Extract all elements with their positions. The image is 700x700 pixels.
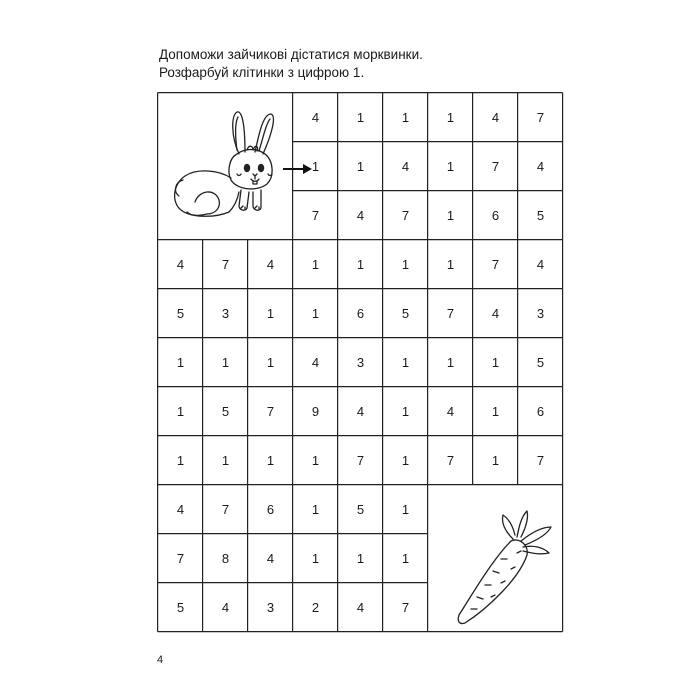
grid-cell[interactable]: 7 — [311, 208, 320, 223]
grid-cell[interactable]: 4 — [356, 600, 365, 615]
grid-cell[interactable]: 1 — [176, 453, 185, 468]
grid-cell[interactable]: 1 — [446, 208, 455, 223]
grid-cell[interactable]: 1 — [356, 110, 365, 125]
grid-cell[interactable]: 1 — [266, 355, 275, 370]
grid-cell[interactable]: 7 — [446, 453, 455, 468]
grid-cell[interactable]: 7 — [176, 551, 185, 566]
grid-cell[interactable]: 7 — [401, 208, 410, 223]
grid-cell[interactable]: 8 — [221, 551, 230, 566]
grid-cell[interactable]: 1 — [401, 110, 410, 125]
grid-cell[interactable]: 4 — [356, 404, 365, 419]
grid-cell[interactable]: 9 — [311, 404, 320, 419]
grid-cell[interactable]: 7 — [221, 502, 230, 517]
grid-cell[interactable]: 4 — [311, 110, 320, 125]
grid-cell[interactable]: 1 — [446, 110, 455, 125]
instructions — [159, 46, 579, 82]
grid-cell[interactable]: 1 — [221, 453, 230, 468]
rabbit-icon — [167, 106, 292, 226]
grid-cell[interactable]: 1 — [311, 551, 320, 566]
grid-cell[interactable]: 4 — [401, 159, 410, 174]
grid-cell[interactable]: 4 — [356, 208, 365, 223]
page-number: 4 — [157, 654, 164, 666]
grid-cell[interactable]: 1 — [491, 355, 500, 370]
grid-cell[interactable]: 1 — [311, 306, 320, 321]
grid-cell[interactable]: 7 — [266, 404, 275, 419]
grid-cell[interactable]: 2 — [311, 600, 320, 615]
grid-cell[interactable]: 3 — [221, 306, 230, 321]
grid-cell[interactable]: 1 — [311, 453, 320, 468]
grid-cell[interactable]: 4 — [536, 159, 545, 174]
grid-cell[interactable]: 6 — [356, 306, 365, 321]
grid-cell[interactable]: 7 — [446, 306, 455, 321]
grid-cell[interactable]: 4 — [446, 404, 455, 419]
grid-cell[interactable]: 7 — [536, 110, 545, 125]
grid-cell[interactable]: 4 — [221, 600, 230, 615]
grid-cell[interactable]: 3 — [356, 355, 365, 370]
number-maze — [157, 92, 564, 637]
grid-cell[interactable]: 1 — [401, 404, 410, 419]
grid-cell[interactable]: 7 — [221, 257, 230, 272]
grid-cell[interactable]: 4 — [176, 257, 185, 272]
instruction-line-2: Розфарбуй клітинки з цифрою 1. — [159, 65, 365, 80]
grid-cell[interactable]: 1 — [446, 257, 455, 272]
grid-cell[interactable]: 1 — [401, 502, 410, 517]
grid-cell[interactable]: 1 — [446, 159, 455, 174]
grid-cell[interactable]: 4 — [266, 257, 275, 272]
grid-cell[interactable]: 7 — [491, 257, 500, 272]
grid-cell[interactable]: 4 — [491, 306, 500, 321]
grid-cell[interactable]: 5 — [356, 502, 365, 517]
grid-cell[interactable]: 5 — [221, 404, 230, 419]
grid-cell[interactable]: 7 — [356, 453, 365, 468]
grid-cell[interactable]: 4 — [536, 257, 545, 272]
grid-cell[interactable]: 7 — [536, 453, 545, 468]
grid-cell[interactable]: 3 — [266, 600, 275, 615]
grid-cell[interactable]: 5 — [536, 355, 545, 370]
grid-cell[interactable]: 1 — [356, 159, 365, 174]
grid-cell[interactable]: 1 — [446, 355, 455, 370]
grid-cell[interactable]: 6 — [266, 502, 275, 517]
grid-cell[interactable]: 5 — [176, 600, 185, 615]
grid-cell[interactable]: 6 — [536, 404, 545, 419]
grid-cell[interactable]: 1 — [356, 551, 365, 566]
grid-cell[interactable]: 4 — [266, 551, 275, 566]
grid-cell[interactable]: 1 — [401, 453, 410, 468]
grid-cell[interactable]: 1 — [176, 404, 185, 419]
grid-cell[interactable]: 1 — [311, 502, 320, 517]
grid-cell[interactable]: 5 — [536, 208, 545, 223]
grid-cell[interactable]: 1 — [266, 306, 275, 321]
grid-cell[interactable]: 4 — [176, 502, 185, 517]
grid-cell[interactable]: 1 — [311, 257, 320, 272]
grid-cell[interactable]: 1 — [401, 551, 410, 566]
grid-cell[interactable]: 1 — [266, 453, 275, 468]
grid-cell[interactable]: 4 — [311, 355, 320, 370]
grid-cell[interactable]: 1 — [401, 355, 410, 370]
carrot-icon — [435, 497, 560, 632]
grid-cell[interactable]: 1 — [356, 257, 365, 272]
instruction-line-1: Допоможи зайчикові дістатися морквинки. — [159, 47, 423, 62]
grid-cell[interactable]: 4 — [491, 110, 500, 125]
grid-cell[interactable]: 7 — [401, 600, 410, 615]
grid-cell[interactable]: 6 — [491, 208, 500, 223]
grid-cell[interactable]: 1 — [221, 355, 230, 370]
grid-cell[interactable]: 1 — [176, 355, 185, 370]
grid-cell[interactable]: 1 — [311, 159, 320, 174]
grid-cell[interactable]: 1 — [401, 257, 410, 272]
grid-cell[interactable]: 5 — [401, 306, 410, 321]
grid-cell[interactable]: 1 — [491, 404, 500, 419]
grid-cell[interactable]: 1 — [491, 453, 500, 468]
grid-cell[interactable]: 7 — [491, 159, 500, 174]
grid-cell[interactable]: 3 — [536, 306, 545, 321]
grid-cell[interactable]: 5 — [176, 306, 185, 321]
